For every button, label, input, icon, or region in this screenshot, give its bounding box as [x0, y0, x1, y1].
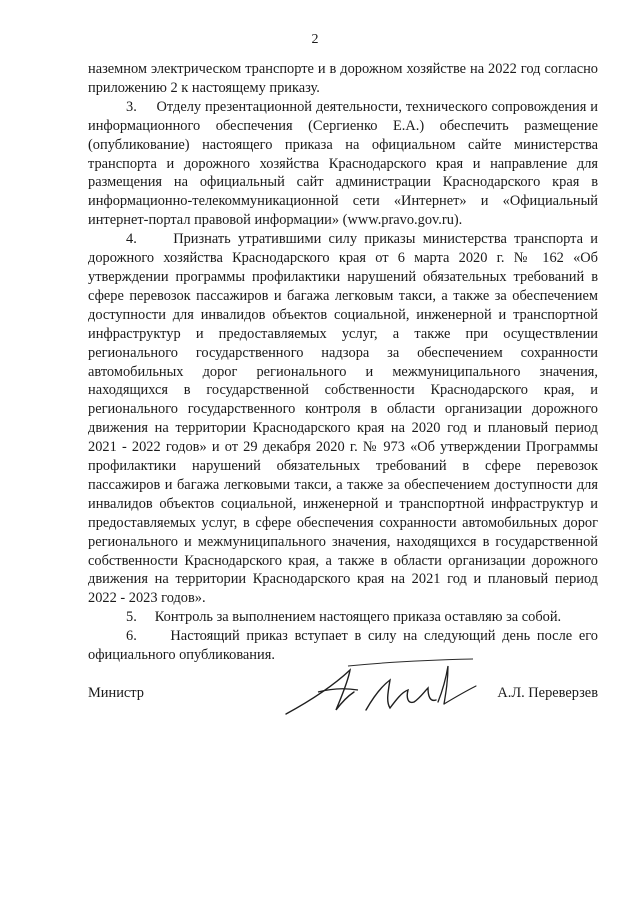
paragraph-continuation: наземном электрическом транспорте и в дорожном хозяйстве на 2022 год согласно приложению 2 к настоящему приказу.	[88, 61, 598, 96]
handwritten-signature-icon	[278, 652, 488, 724]
page-number: 2	[311, 32, 319, 47]
signature-block	[88, 652, 598, 742]
paragraph-item-3: 3. Отделу презентационной деятельности, технического сопровождения и информационного обеспечения (Сергиенко Е.А.) обеспечить размещение (опубликование) настоящего приказа на официальном сайте министерства транспорта и дорожного хозяйства Краснодарского края и направление для размещения на официальный сайт администрации Краснодарского края в информационно-телекоммуникационной сети «Интернет» и «Официальный интернет-портал правовой информации» (www.pravo.gov.ru).	[88, 98, 598, 229]
signatory-name: А.Л. Переверзев	[497, 685, 598, 701]
paragraph-item-5: 5. Контроль за выполнением настоящего приказа оставляю за собой.	[126, 609, 562, 626]
paragraph-item-6: 6. Настоящий приказ вступает в силу на следующий день после его официального опубликования.	[88, 628, 598, 664]
paragraph-item-4: 4. Признать утратившими силу приказы министерства транспорта и дорожного хозяйства Краснодарского края от 6 марта 2020 г. № 162 «Об утверждении программы профилактики нарушений обязательных требований в сфере перевозок пассажиров и багажа легковым такси, а также за обеспечением доступности для инвалидов объектов социальной, инженерной и транспортной инфраструктур и предоставляемых услуг, а также при осуществлении регионального государственного надзора за обеспечением сохранности автомобильных дорог регионального и межмуниципального значения, находящихся в государственной собственности Краснодарского края, и регионального государственного контроля в области организации дорожного движения на территории Краснодарского края на 2020 год и плановый период 2021 - 2022 годов» и от 29 декабря 2020 г. № 973 «Об утверждении Программы профилактики нарушений обязательных требований в сфере перевозок пассажиров и багажа легковыми такси, а также за обеспечением доступности для инвалидов объектов социальной, инженерной и транспортной инфраструктур и предоставляемых услуг, в сфере обеспечения сохранности автомобильных дорог регионального и межмуниципального значения, находящихся в государственной собственности Краснодарского края, а также в области организации дорожного движения на территории Краснодарского края на 2021 год и плановый период 2022 - 2023 годов».	[88, 231, 598, 607]
document-body	[88, 60, 598, 665]
signatory-title: Министр	[88, 685, 144, 701]
